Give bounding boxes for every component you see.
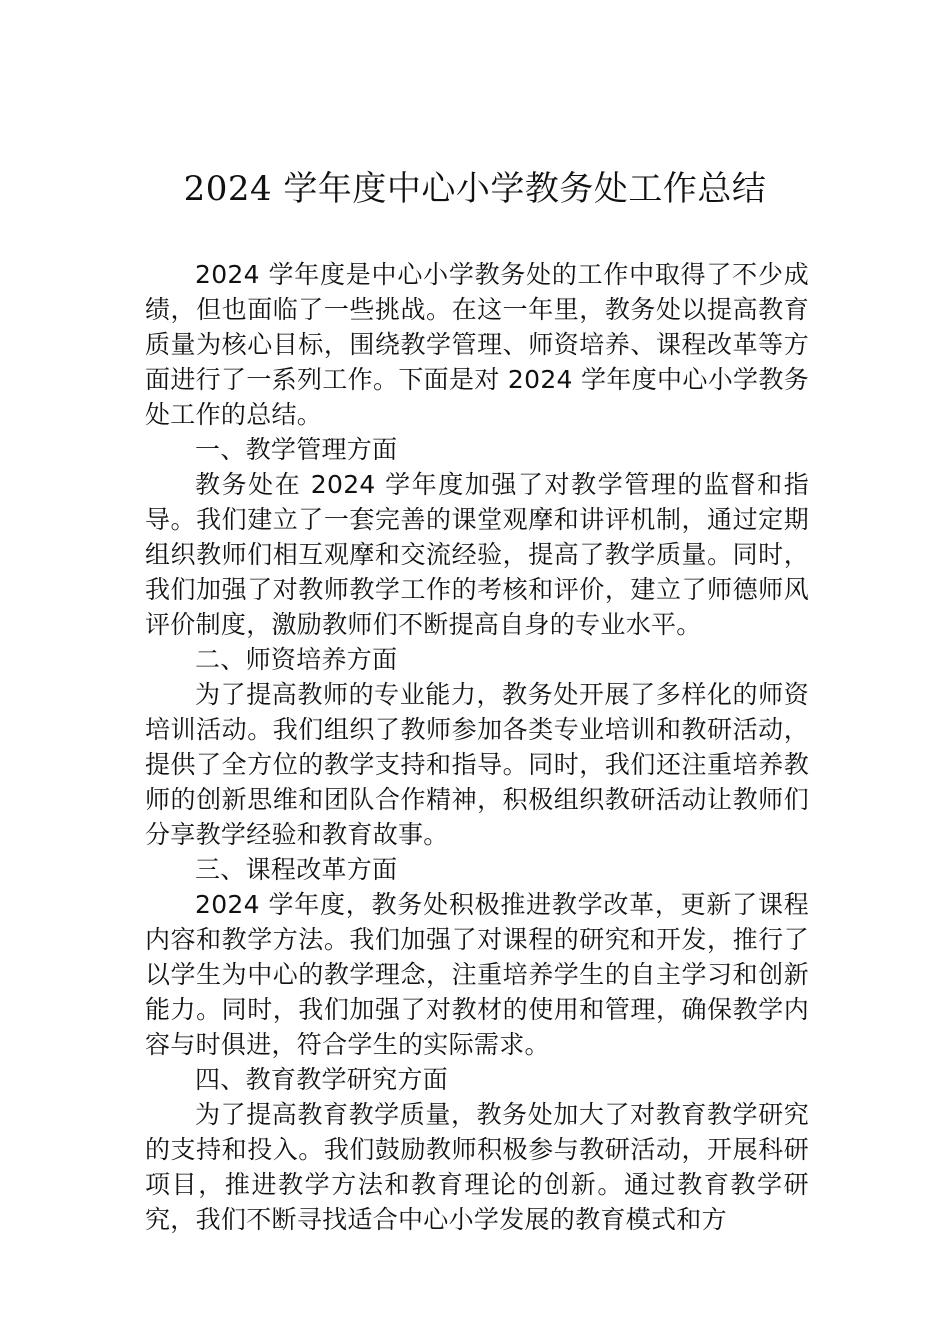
curriculum-reform-paragraph: 2024 学年度，教务处积极推进教学改革，更新了课程内容和教学方法。我们加强了对课程的研究和开发，推行了以学生为中心的教学理念，注重培养学生的自主学习和创新能力。同时，我们加强了对教材的使用和管理，确保教学内容与时俱进，符合学生的实际需求。: [145, 890, 809, 1059]
document-title: 2024 学年度中心小学教务处工作总结: [183, 169, 767, 209]
teacher-training-paragraph: 为了提高教师的专业能力，教务处开展了多样化的师资培训活动。我们组织了教师参加各类专业培训和教研活动，提供了全方位的教学支持和指导。同时，我们还注重培养教师的创新思维和团队合作精神，积极组织教研活动让教师们分享教学经验和教育故事。: [145, 680, 809, 849]
teaching-management-paragraph: 教务处在 2024 学年度加强了对教学管理的监督和指导。我们建立了一套完善的课堂观摩和讲评机制，通过定期组织教师们相互观摩和交流经验，提高了教学质量。同时，我们加强了对教师教学工作的考核和评价，建立了师德师风评价制度，激励教师们不断提高自身的专业水平。: [145, 470, 809, 639]
section-heading-education-research: 四、教育教学研究方面: [195, 1065, 449, 1094]
section-heading-teaching-management: 一、教学管理方面: [195, 435, 398, 464]
intro-paragraph: 2024 学年度是中心小学教务处的工作中取得了不少成绩，但也面临了一些挑战。在这一年里，教务处以提高教育质量为核心目标，围绕教学管理、师资培养、课程改革等方面进行了一系列工作。下面是对 2024 学年度中心小学教务处工作的总结。: [145, 260, 809, 429]
education-research-paragraph: 为了提高教育教学质量，教务处加大了对教育教学研究的支持和投入。我们鼓励教师积极参与教研活动，开展科研项目，推进教学方法和教育理论的创新。通过教育教学研究，我们不断寻找适合中心小学发展的教育模式和方: [145, 1100, 809, 1234]
section-heading-teacher-training: 二、师资培养方面: [195, 645, 398, 674]
document-body: [145, 257, 809, 1237]
section-heading-curriculum-reform: 三、课程改革方面: [195, 855, 398, 884]
